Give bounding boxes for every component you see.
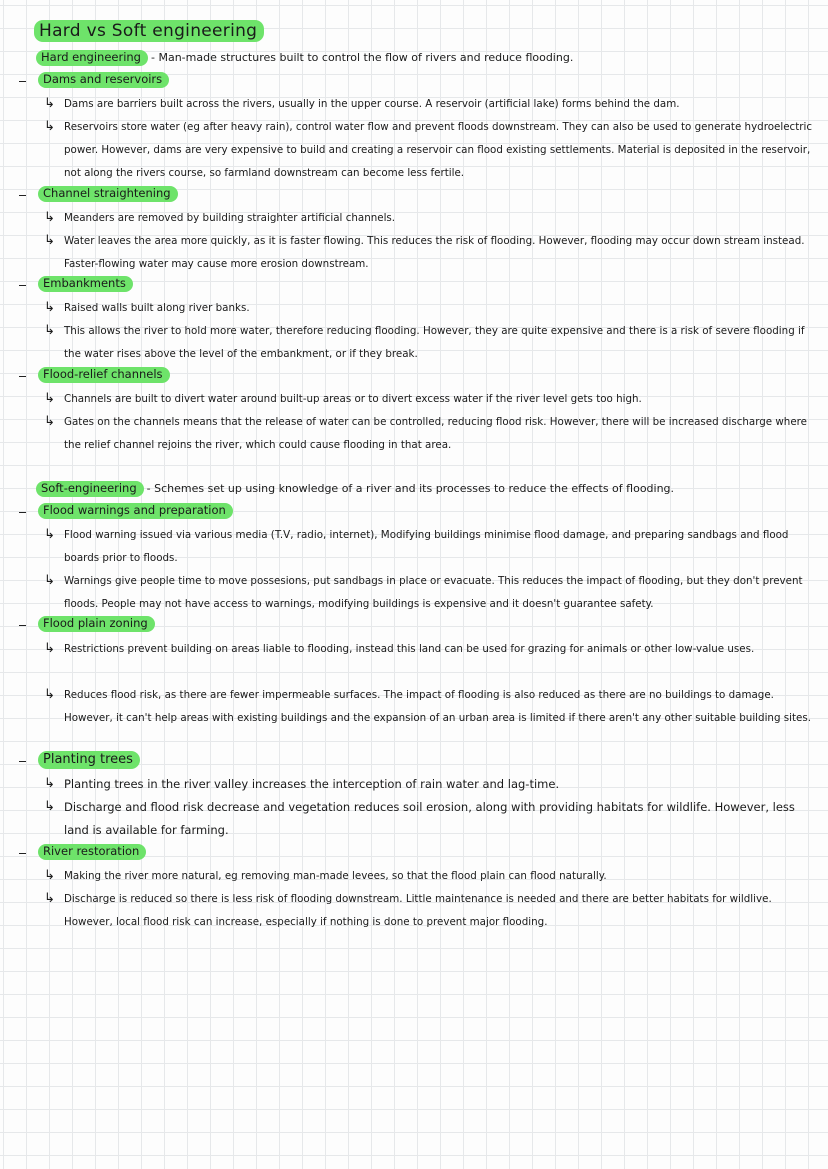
arrow-icon: ↳ (44, 799, 55, 814)
soft-engineering-definition: - Schemes set up using knowledge of a river and its processes to reduce the effects of flooding. (146, 482, 675, 495)
point-text: Channels are built to divert water around built-up areas or to divert excess water if the river level gets too high. (64, 393, 642, 405)
point (44, 773, 814, 796)
hard-engineering-heading (36, 50, 573, 66)
point-text: Warnings give people time to move possesions, put sandbags in place or evacuate. This reduces the impact of flooding, but they don't prevent floods. People may not have access to warnings, modifying buildings is expensive and it doesn't guarantee safety. (64, 575, 803, 610)
point-text: Planting trees in the river valley increases the interception of rain water and lag-time. (64, 777, 560, 791)
point-text: Restrictions prevent building on areas liable to flooding, instead this land can be used for grazing for animals or other low-value uses. (64, 643, 755, 655)
topic-channel-straightening (38, 186, 178, 202)
topic-flood-relief-channels (38, 367, 170, 383)
bullet-dash (19, 376, 26, 377)
arrow-icon: ↳ (44, 323, 55, 338)
topic-label: Channel straightening (38, 186, 178, 202)
point-text: Reservoirs store water (eg after heavy rain), control water flow and prevent floods downstream. They can also be used to generate hydroelectric power. However, dams are very expensive to build and creating a reservoir can flood existing settlements. Material is deposited in the reservoir, not along the rivers course, so farmland downstream can become less fertile. (64, 121, 813, 179)
arrow-icon: ↳ (44, 776, 55, 791)
arrow-icon: ↳ (44, 96, 55, 111)
point (44, 865, 814, 888)
topic-label: Flood plain zoning (38, 616, 155, 632)
point (44, 638, 814, 661)
topic-flood-plain-zoning (38, 616, 155, 632)
point (44, 207, 814, 230)
hard-engineering-label: Hard engineering (36, 50, 148, 66)
bullet-dash (19, 285, 26, 286)
arrow-icon: ↳ (44, 687, 55, 702)
point (44, 116, 814, 185)
topic-label: Embankments (38, 276, 133, 292)
point (44, 570, 814, 616)
point-text: This allows the river to hold more water, therefore reducing flooding. However, they are quite expensive and there is a risk of severe flooding if the water rises above the level of the embankment, or if they break. (64, 325, 805, 360)
arrow-icon: ↳ (44, 527, 55, 542)
bullet-dash (19, 195, 26, 196)
arrow-icon: ↳ (44, 300, 55, 315)
topic-label: Dams and reservoirs (38, 72, 169, 88)
arrow-icon: ↳ (44, 210, 55, 225)
point (44, 93, 814, 116)
point (44, 684, 814, 730)
arrow-icon: ↳ (44, 414, 55, 429)
point-text: Making the river more natural, eg removing man-made levees, so that the flood plain can flood naturally. (64, 870, 607, 882)
point (44, 411, 814, 457)
page-title: Hard vs Soft engineering (34, 20, 264, 42)
topic-river-restoration (38, 844, 146, 860)
point (44, 230, 814, 276)
bullet-dash (19, 512, 26, 513)
point-text: Reduces flood risk, as there are fewer impermeable surfaces. The impact of flooding is also reduced as there are no buildings to damage. However, it can't help areas with existing buildings and the expansion of an urban area is limited if there aren't any other suitable building sites. (64, 689, 812, 724)
topic-label: Flood warnings and preparation (38, 503, 233, 519)
point-text: Raised walls built along river banks. (64, 302, 250, 314)
point-text: Dams are barriers built across the rivers, usually in the upper course. A reservoir (artificial lake) forms behind the dam. (64, 98, 680, 110)
topic-dams-reservoirs (38, 72, 169, 88)
topic-label: Flood-relief channels (38, 367, 170, 383)
topic-flood-warnings (38, 503, 233, 519)
topic-label: River restoration (38, 844, 146, 860)
arrow-icon: ↳ (44, 391, 55, 406)
bullet-dash (19, 853, 26, 854)
point (44, 388, 814, 411)
point-text: Water leaves the area more quickly, as it is faster flowing. This reduces the risk of flooding. However, flooding may occur down stream instead. Faster-flowing water may cause more erosion downstream. (64, 235, 805, 270)
arrow-icon: ↳ (44, 233, 55, 248)
topic-embankments (38, 276, 133, 292)
point (44, 524, 814, 570)
point (44, 796, 814, 842)
topic-label: Planting trees (38, 751, 140, 769)
arrow-icon: ↳ (44, 119, 55, 134)
point-text: Discharge is reduced so there is less risk of flooding downstream. Little maintenance is needed and there are better habitats for wildlive. However, local flood risk can increase, especially if nothing is done to prevent major flooding. (64, 893, 772, 928)
bullet-dash (19, 625, 26, 626)
point-text: Meanders are removed by building straighter artificial channels. (64, 212, 396, 224)
bullet-dash (19, 81, 26, 82)
point-text: Discharge and flood risk decrease and vegetation reduces soil erosion, along with providing habitats for wildlife. However, less land is available for farming. (64, 800, 795, 837)
point (44, 320, 814, 366)
soft-engineering-label: Soft-engineering (36, 481, 144, 497)
point (44, 888, 814, 934)
point-text: Flood warning issued via various media (T.V, radio, internet), Modifying buildings minimise flood damage, and preparing sandbags and flood boards prior to floods. (64, 529, 789, 564)
bullet-dash (19, 761, 26, 762)
soft-engineering-heading (36, 481, 674, 497)
hard-engineering-definition: - Man-made structures built to control the flow of rivers and reduce flooding. (151, 51, 574, 64)
point (44, 297, 814, 320)
arrow-icon: ↳ (44, 891, 55, 906)
point-text: Gates on the channels means that the release of water can be controlled, reducing flood risk. However, there will be increased discharge where the relief channel rejoins the river, which could cause flooding in that area. (64, 416, 808, 451)
arrow-icon: ↳ (44, 573, 55, 588)
arrow-icon: ↳ (44, 868, 55, 883)
arrow-icon: ↳ (44, 641, 55, 656)
topic-planting-trees (38, 751, 140, 769)
